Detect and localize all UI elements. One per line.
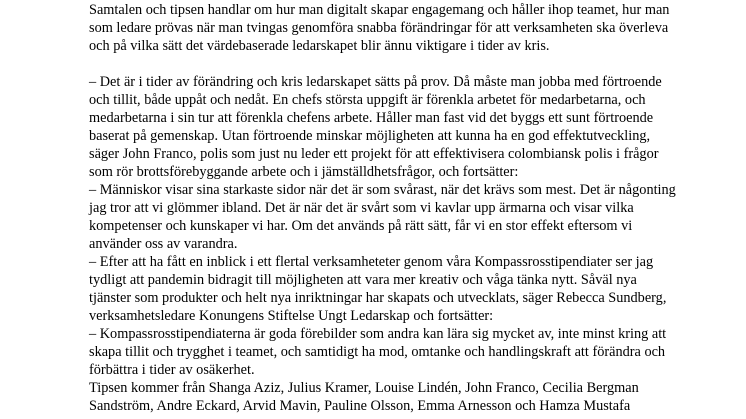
paragraph-quote-rebecca-sundberg xyxy=(89,253,689,325)
text-line: tjänster som produkter och helt nya inriktningar har skapats och utvecklats, säger Rebecca Sundberg, xyxy=(89,290,667,306)
text-line: kompetenser och kunskaper vi har. Om det används på rätt sätt, får vi en stor effekt eftersom vi xyxy=(89,218,633,234)
text-line: – Efter att ha fått en inblick i ett flertal verksamheteter genom våra Kompassrosstipendiater ser jag xyxy=(89,254,654,270)
paragraph-quote-continued xyxy=(89,181,689,253)
text-line: baserat på gemenskap. Utan förtroende minskar möjligheten att kunna ha en god effektutveckling, xyxy=(89,128,651,144)
paragraph-intro xyxy=(89,1,689,55)
paragraph-tips-authors xyxy=(89,379,689,415)
text-line: använder oss av varandra. xyxy=(89,236,238,252)
text-line: Tipsen kommer från Shanga Aziz, Julius Kramer, Louise Lindén, John Franco, Cecilia Bergman xyxy=(89,380,639,396)
text-line: tydligt att pandemin bidragit till möjligheten att vara mer kreativ och våga tänka nytt. Såväl nya xyxy=(89,272,637,288)
paragraph-quote-john-franco xyxy=(89,73,689,181)
text-line: som rör brottsförebyggande arbete och i jämställdhetsfrågor, och fortsätter: xyxy=(89,164,519,180)
text-line: verksamhetsledare Konungens Stiftelse Ungt Ledarskap och fortsätter: xyxy=(89,308,494,324)
text-line: förbättra i tider av osäkerhet. xyxy=(89,362,255,378)
text-line: Sandström, Andre Eckard, Arvid Mavin, Pauline Olsson, Emma Arnesson och Hamza Mustafa xyxy=(89,398,631,414)
text-line: skapa tillit och trygghet i teamet, och samtidigt ha mod, omtanke och handlingskraft att förändra och xyxy=(89,344,666,360)
text-line: som ledare prövas när man tvingas genomföra snabba förändringar för att verksamheten ska överleva xyxy=(89,20,669,36)
text-line: medarbetarna i sin tur att förenkla chefens arbete. Håller man fast vid det byggs ett sunt förtroende xyxy=(89,110,654,126)
text-line: jag tror att vi glömmer ibland. Det är när det är svårt som vi kavlar upp ärmarna och visar vilka xyxy=(89,200,634,216)
paragraph-quote-continued-2 xyxy=(89,325,689,379)
text-line: säger John Franco, polis som just nu leder ett projekt för att effektivisera colombiansk polis i frågor xyxy=(89,146,659,162)
text-line: – Det är i tider av förändring och kris ledarskapet sätts på prov. Då måste man jobba med förtroende xyxy=(89,74,662,90)
text-line: och tillit, både uppåt och nedåt. En chefs största uppgift är förenkla arbetet för medarbetarna, och xyxy=(89,92,646,108)
text-line: och på vilka sätt det värdebaserade ledarskapet blir ännu viktigare i tider av kris. xyxy=(89,38,550,54)
text-line: – Människor visar sina starkaste sidor när det är som svårast, när det krävs som mest. Det är någonting xyxy=(89,182,676,198)
text-line: Samtalen och tipsen handlar om hur man digitalt skapar engagemang och håller ihop teamet, hur man xyxy=(89,2,670,18)
text-line: – Kompassrosstipendiaterna är goda förebilder som andra kan lära sig mycket av, inte minst kring att xyxy=(89,326,667,342)
